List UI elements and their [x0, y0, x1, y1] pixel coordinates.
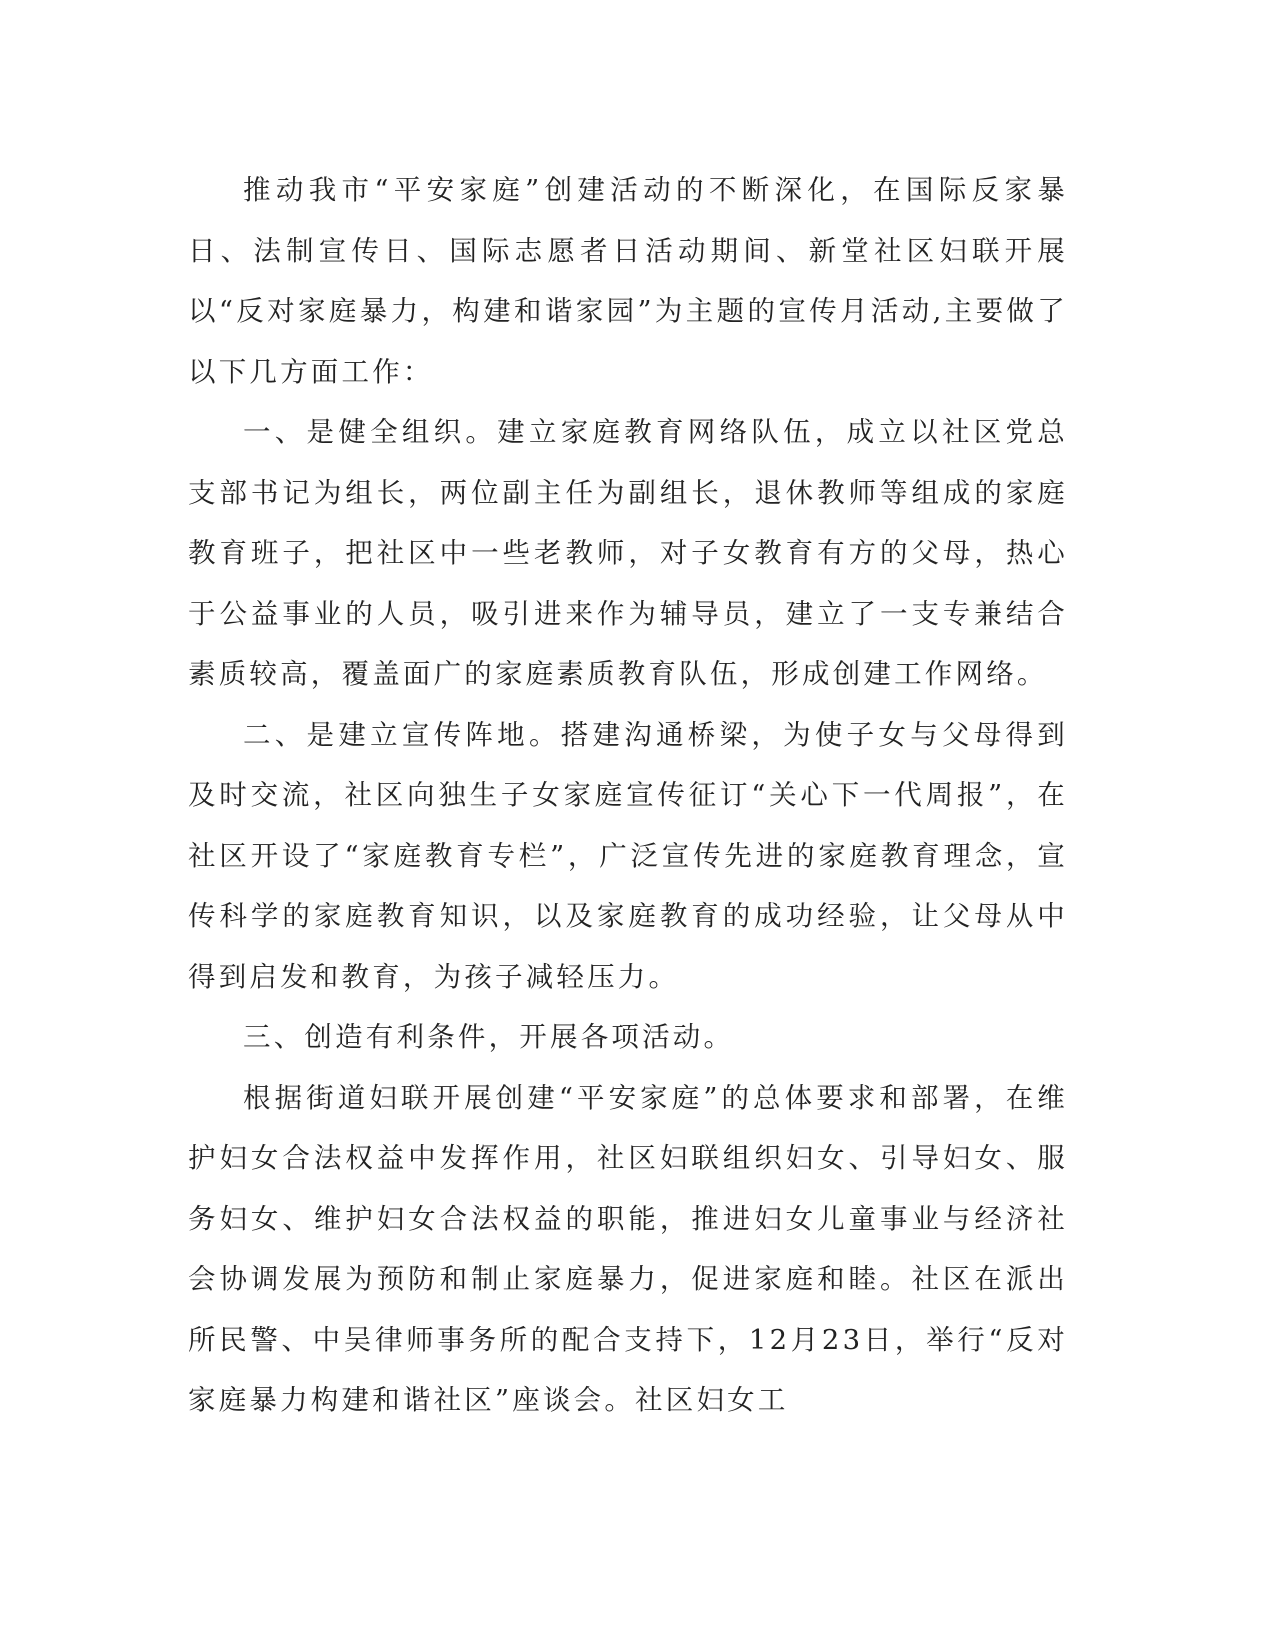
document-body — [188, 160, 1068, 1431]
paragraph-activities: 根据街道妇联开展创建“平安家庭”的总体要求和部署，在维护妇女合法权益中发挥作用，社区妇联组织妇女、引导妇女、服务妇女、维护妇女合法权益的职能，推进妇女儿童事业与经济社会协调发展为预防和制止家庭暴力，促进家庭和睦。社区在派出所民警、中吴律师事务所的配合支持下，12月23日，举行“反对家庭暴力构建和谐社区”座谈会。社区妇女工 — [188, 1081, 1068, 1416]
paragraph-publicity: 二、是建立宣传阵地。搭建沟通桥梁，为使子女与父母得到及时交流，社区向独生子女家庭宣传征订“关心下一代周报”，在社区开设了“家庭教育专栏”，广泛宣传先进的家庭教育理念，宣传科学的家庭教育知识，以及家庭教育的成功经验，让父母从中得到启发和教育，为孩子减轻压力。 — [188, 718, 1068, 993]
paragraph-activities-heading: 三、创造有利条件，开展各项活动。 — [243, 1021, 735, 1053]
paragraph-intro: 推动我市“平安家庭”创建活动的不断深化，在国际反家暴日、法制宣传日、国际志愿者日活动期间、新堂社区妇联开展以“反对家庭暴力，构建和谐家园”为主题的宣传月活动,主要做了以下几方面工作： — [188, 174, 1068, 388]
paragraph-organization: 一、是健全组织。建立家庭教育网络队伍，成立以社区党总支部书记为组长，两位副主任为副组长，退休教师等组成的家庭教育班子，把社区中一些老教师，对子女教育有方的父母，热心于公益事业的人员，吸引进来作为辅导员，建立了一支专兼结合素质较高，覆盖面广的家庭素质教育队伍，形成创建工作网络。 — [188, 416, 1068, 690]
